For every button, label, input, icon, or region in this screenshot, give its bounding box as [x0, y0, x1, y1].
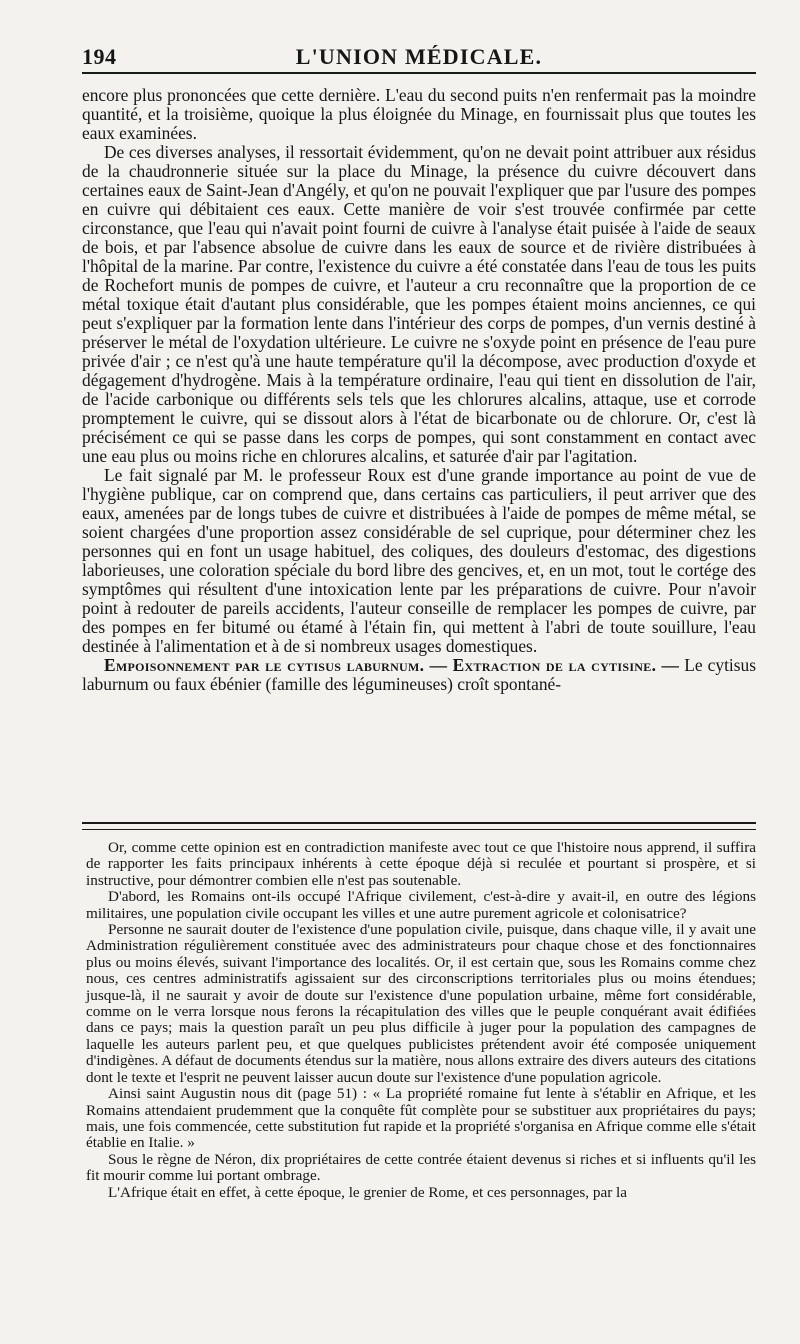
feuilleton-paragraph: D'abord, les Romains ont-ils occupé l'Afrique civilement, c'est-à-dire y avait-il, en outre des légions militaires, une population civile occupant les villes et une autre purement agricole et colonisatrice?	[86, 888, 756, 922]
section-text: Le cytisus laburnum ou faux ébénier (famille des légumineuses) croît spontané-	[82, 655, 756, 694]
running-title: L'UNION MÉDICALE.	[295, 44, 543, 69]
main-paragraph: De ces diverses analyses, il ressortait évidemment, qu'on ne devait point attribuer aux résidus de la chaudronnerie située sur la place du Minage, la présence du cuivre découvert dans certaines eaux de Saint-Jean d'Angély, et qu'on ne pouvait l'expliquer que par l'usure des pompes en cuivre qui débitaient ces eaux. Cette manière de voir s'est trouvée confirmée par cette circonstance, que l'eau qui n'avait point fourni de cuivre à l'analyse était puisée à l'aide de seaux de bois, et par l'absence absolue de cuivre dans les eaux de source et de rivière distribuées à l'hôpital de la marine. Par contre, l'existence du cuivre a été constatée dans l'eau de tous les puits de Rochefort munis de pompes de cuivre, et l'auteur a cru reconnaître que la proportion de ce métal toxique était d'autant plus considérable, que les pompes étaient moins anciennes, ce qui peut s'expliquer par la formation lente dans l'intérieur des corps de pompes, d'un vernis destiné à préserver le métal de l'oxydation ultérieure. Le cuivre ne s'oxyde point en présence de l'eau pure privée d'air ; ce n'est qu'à une haute température qu'il la décompose, avec production d'oxyde et dégagement d'hydrogène. Mais à la température ordinaire, l'eau qui tient en dissolution de l'air, de l'acide carbonique ou différents sels tels que les chlorures alcalins, attaque, use et corrode promptement le cuivre, qui se dissout alors à l'état de bicarbonate ou de chlorure. Or, c'est là précisément ce qui se passe dans les corps de pompes, qui sont constamment en contact avec une eau plus ou moins riche en chlorures alcalins, et saturée d'air par l'agitation.	[82, 142, 756, 466]
main-paragraph: Le fait signalé par M. le professeur Roux est d'une grande importance au point de vue de l'hygiène publique, car on comprend que, dans certains cas particuliers, il peut arriver que des eaux, amenées par de longs tubes de cuivre et distribuées à l'aide de pompes de même métal, se soient chargées d'une proportion assez considérable de sel cuprique, pour déterminer chez les personnes qui en font un usage habituel, des coliques, des douleurs d'estomac, des digestions laborieuses, une coloration spéciale du bord libre des gencives, et, en un mot, tout le cortége des symptômes qui résultent d'une intoxication lente par les préparations de cuivre. Pour n'avoir point à redouter de pareils accidents, l'auteur conseille de remplacer les pompes de cuivre, par des pompes en fer bitumé ou étamé à l'étain fin, qui mettent à l'abri de toute souillure, l'eau destinée à l'alimentation et à de si nombreux usages domestiques.	[82, 465, 756, 656]
page-number: 194	[82, 44, 117, 69]
feuilleton-paragraph: Ainsi saint Augustin nous dit (page 51) : « La propriété romaine fut lente à s'établir en Afrique, et les Romains attendaient prudemment que la conquête fût complète pour se substituer aux propriétaires du pays; mais, une fois commencée, cette substitution fut rapide et la propriété s'organisa en Afrique comme elle s'était établie en Italie. »	[86, 1085, 756, 1152]
feuilleton-divider	[82, 822, 756, 830]
section-paragraph	[82, 656, 756, 694]
feuilleton-paragraph: Personne ne saurait douter de l'existence d'une population civile, puisque, dans chaque ville, il y avait une Administration régulièrement constituée avec des administrateurs pour chaque chose et des fonctionnaires plus ou moins élevés, suivant l'importance des localités. Or, il est certain que, sous les Romains comme chez nous, ces centres administratifs agissaient sur des circonscriptions territoriales plus ou moins étendues; jusque-là, il ne saurait y avoir de doute sur l'existence d'une population urbaine, même fort considérable, comme on le verra lorsque nous ferons la récapitulation des villes que le peuple conquérant avait édifiées dans ce pays; mais la question paraît un peu plus difficile à juger pour la population des campagnes de laquelle les auteurs parlent peu, et que quelques publicistes prétendent avoir été composée uniquement d'indigènes. A défaut de documents étendus sur la matière, nous allons extraire des divers auteurs des citations dont le texte et l'esprit ne peuvent laisser aucun doute sur l'existence d'une population agricole.	[86, 921, 756, 1086]
section-heading: Empoisonnement par le cytisus laburnum. — Extraction de la cytisine. —	[104, 655, 680, 675]
page-header	[82, 38, 756, 70]
main-paragraph: encore plus prononcées que cette dernière. L'eau du second puits n'en renfermait pas la moindre quantité, et la troisième, quoique la plus éloignée du Minage, en fournissait plus que toutes les eaux examinées.	[82, 85, 756, 143]
header-rule	[82, 72, 756, 74]
feuilleton-paragraph: L'Afrique était en effet, à cette époque, le grenier de Rome, et ces personnages, par la	[108, 1183, 628, 1201]
main-column	[82, 86, 756, 694]
feuilleton-paragraph: Or, comme cette opinion est en contradiction manifeste avec tout ce que l'histoire nous apprend, il suffira de rapporter les faits principaux inhérents à cette époque déjà si reculée et pourtant si prospère, et si instructive, pour démontrer combien elle n'est pas soutenable.	[86, 839, 756, 889]
feuilleton-column	[86, 840, 756, 1201]
feuilleton-paragraph: Sous le règne de Néron, dix propriétaires de cette contrée étaient devenus si riches et si influents qu'il les fit mourir comme lui portant ombrage.	[86, 1150, 756, 1185]
